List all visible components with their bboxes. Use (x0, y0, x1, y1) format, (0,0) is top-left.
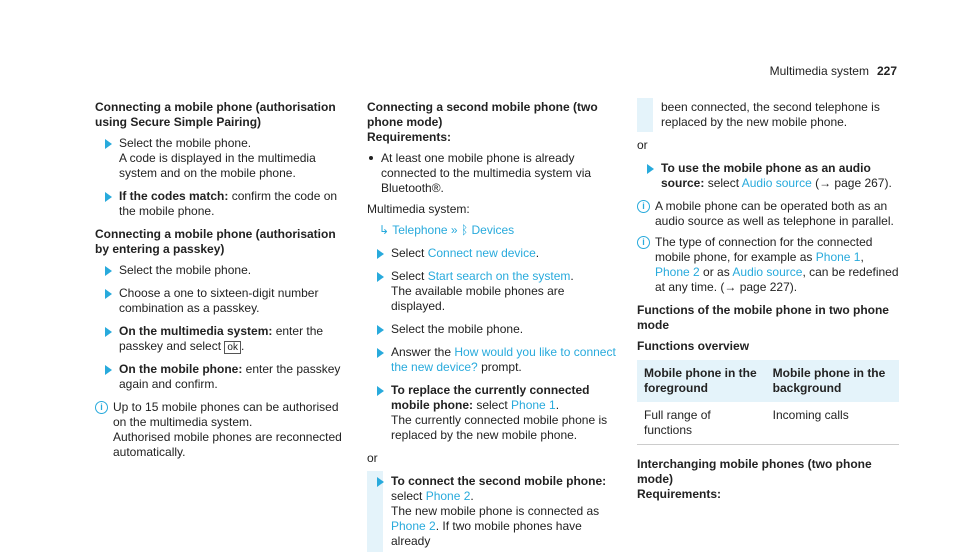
connect-prompt-link: How would you like to connect the new device? (391, 345, 616, 374)
step-arrow-icon (105, 327, 112, 337)
step: Select Start search on the system. The available mobile phones are displayed. (367, 269, 619, 314)
step-arrow-icon (105, 266, 112, 276)
table-cell: Full range of functions (637, 402, 766, 445)
note: i Up to 15 mobile phones can be authorised on the multimedia system. Authorised mobile phones are reconnected automatically. (95, 400, 347, 460)
return-arrow-icon: ↳ (379, 223, 390, 237)
table-header-row (637, 360, 899, 402)
step: If the codes match: confirm the code on the mobile phone. (95, 189, 347, 219)
heading-second-phone: Connecting a second mobile phone (two phone mode) Requirements: (367, 100, 598, 144)
functions-table (637, 360, 899, 445)
path-telephone: Telephone (392, 223, 448, 237)
section-title: Multimedia system (769, 64, 869, 78)
heading-functions: Functions of the mobile phone in two phone mode (637, 303, 889, 332)
step: Answer the How would you like to connect the new device? prompt. (367, 345, 619, 375)
connect-new-device-link: Connect new device (427, 246, 536, 260)
page-header (770, 64, 897, 78)
step-continued: been connected, the second telephone is replaced by the new mobile phone. (637, 100, 899, 130)
table-header: Mobile phone in the foreground (637, 360, 766, 402)
bullet-icon (369, 156, 373, 160)
or-label: or (637, 138, 648, 152)
audio-source-link: Audio source (732, 265, 803, 279)
step: On the multimedia system: enter the passkey and select ok . (95, 324, 347, 354)
step-arrow-icon (377, 386, 384, 396)
heading-ssp: Connecting a mobile phone (authorisation using Secure Simple Pairing) (95, 100, 336, 129)
step: To use the mobile phone as an audio source: select Audio source (→ page 267). (637, 161, 899, 191)
start-search-link: Start search on the system (427, 269, 571, 283)
menu-path-label: Multimedia system: (367, 202, 470, 216)
column-3 (637, 100, 899, 508)
audio-source-link: Audio source (741, 176, 812, 190)
step: Select the mobile phone. A code is displayed in the multimedia system and on the mobile phone. (95, 136, 347, 181)
step-arrow-icon (377, 325, 384, 335)
or-label: or (367, 451, 378, 465)
info-icon: i (637, 200, 650, 213)
phone-2-link: Phone 2 (391, 519, 436, 533)
step: Select the mobile phone. (367, 322, 619, 337)
step-arrow-icon (105, 365, 112, 375)
column-2 (367, 100, 619, 557)
phone-2-link: Phone 2 (425, 489, 471, 503)
step-arrow-icon (105, 139, 112, 149)
heading-passkey: Connecting a mobile phone (authorisation by entering a passkey) (95, 227, 336, 256)
page-number: 227 (876, 64, 897, 78)
note: i The type of connection for the connected mobile phone, for example as Phone 1, Phone 2 or as Audio source, can be redefined at any time. (→ page 227). (637, 235, 899, 295)
ok-key-icon: ok (224, 341, 241, 354)
table-cell: Incoming calls (766, 402, 899, 445)
step: Select the mobile phone. (95, 263, 347, 278)
step-arrow-icon (647, 164, 654, 174)
heading-overview: Functions overview (637, 339, 750, 353)
step-arrow-icon (105, 192, 112, 202)
requirement-item: At least one mobile phone is already connected to the multimedia system via Bluetooth®. (367, 151, 619, 196)
step: Select Connect new device. (367, 246, 619, 261)
path-devices: Devices (471, 223, 515, 237)
step: Choose a one to sixteen-digit number combination as a passkey. (95, 286, 347, 316)
phone-1-link: Phone 1 (815, 250, 861, 264)
bluetooth-icon: ᛒ (460, 223, 469, 237)
phone-1-link: Phone 1 (511, 398, 556, 412)
table-row (637, 402, 899, 445)
phone-2-link: Phone 2 (655, 265, 700, 279)
note: i A mobile phone can be operated both as an audio source as well as telephone in parallel. (637, 199, 899, 229)
step: On the mobile phone: enter the passkey again and confirm. (95, 362, 347, 392)
step-arrow-icon (105, 289, 112, 299)
step: To replace the currently connected mobile phone: select Phone 1. The currently connected mobile phone is replaced by the new mobile phone. (367, 383, 619, 443)
column-1 (95, 100, 347, 466)
step-arrow-icon (377, 348, 384, 358)
info-icon: i (95, 401, 108, 414)
table-header: Mobile phone in the background (766, 360, 899, 402)
info-icon: i (637, 236, 650, 249)
double-chevron-icon: » (450, 223, 458, 237)
step-arrow-icon (377, 477, 384, 487)
menu-path (367, 223, 619, 238)
step-arrow-icon (377, 272, 384, 282)
step: To connect the second mobile phone: select Phone 2. The new mobile phone is connected as Phone 2. If two mobile phones have already (367, 474, 619, 549)
heading-interchanging: Interchanging mobile phones (two phone mode) Requirements: (637, 457, 872, 501)
step-arrow-icon (377, 249, 384, 259)
